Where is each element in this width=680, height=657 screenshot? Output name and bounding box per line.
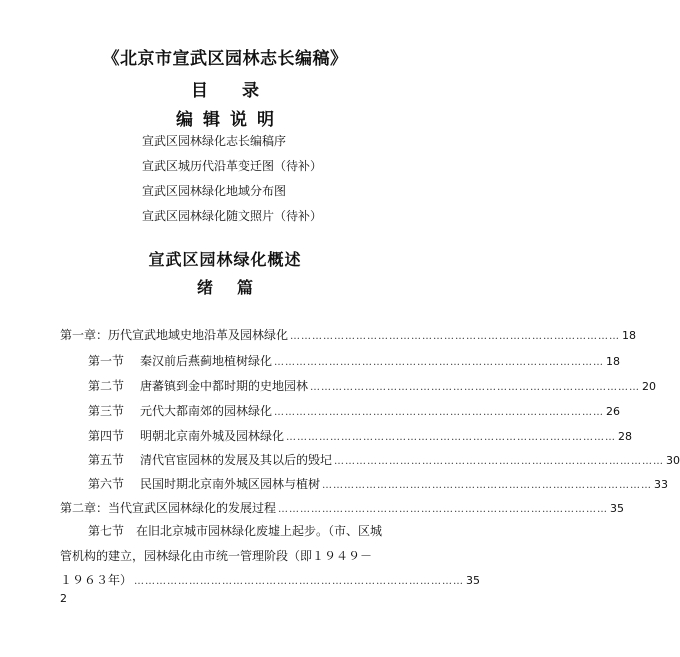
- toc-page-number: 35: [610, 502, 625, 515]
- toc-entry-section-7-line-3: [60, 571, 481, 589]
- overview-title: 宣武区园林绿化概述: [148, 250, 302, 269]
- toc-page-number: 20: [642, 380, 657, 393]
- toc-entry-chapter-1: [60, 326, 637, 344]
- leader-dots: ………………………………………………………………………………: [278, 504, 609, 515]
- toc-page-number: 35: [466, 574, 481, 587]
- toc-entry-label: 元代大都南郊的园林绿化: [140, 404, 273, 418]
- leader-dots: ………………………………………………………………………………: [322, 480, 653, 491]
- section-number: 第四节: [88, 429, 125, 443]
- book-title: 《北京市宣武区园林志长编稿》: [102, 49, 348, 69]
- section-number: 第二节: [88, 379, 125, 393]
- leader-dots: ………………………………………………………………………………: [274, 407, 605, 418]
- page-number: 2: [60, 592, 67, 605]
- intro-item: 宣武区城历代沿革变迁图（待补）: [142, 159, 323, 173]
- toc-entry-section-4: [88, 427, 633, 445]
- editor-notes-list: [142, 133, 322, 233]
- toc-page-number: 26: [606, 405, 621, 418]
- toc-entry-section-3: [88, 402, 621, 420]
- toc-entry-label: １９６３年）: [60, 573, 133, 587]
- editor-notes-title: 编辑说明: [176, 110, 284, 130]
- toc-page-number: 28: [618, 430, 633, 443]
- toc-entry-label: 秦汉前后燕蓟地植树绿化: [140, 354, 273, 368]
- leader-dots: ………………………………………………………………………………: [286, 432, 617, 443]
- leader-dots: ………………………………………………………………………………: [134, 576, 465, 587]
- toc-entry-chapter-2: [60, 499, 625, 517]
- toc-entry-label: 第二章：当代宣武区园林绿化的发展过程: [60, 501, 277, 515]
- toc-entry-label: 第一章：历代宣武地域史地沿革及园林绿化: [60, 328, 289, 342]
- toc-entry-section-7-line-1: 第七节 在旧北京城市园林绿化废墟上起步。（市、区城: [88, 524, 383, 538]
- intro-item: 宣武区园林绿化志长编稿序: [142, 134, 287, 148]
- section-number: 第五节: [88, 453, 125, 467]
- toc-entry-label: 明朝北京南外城及园林绿化: [140, 429, 285, 443]
- intro-item: 宣武区园林绿化地域分布图: [142, 184, 287, 198]
- toc-entry-section-5: [88, 451, 680, 469]
- toc-entry-section-2: [88, 377, 657, 395]
- section-number: 第一节: [88, 354, 125, 368]
- section-number: 第三节: [88, 404, 125, 418]
- toc-entry-label: 清代官宦园林的发展及其以后的毁圮: [140, 453, 333, 467]
- toc-entry-section-1: [88, 352, 621, 370]
- toc-entry-section-7-line-2: 管机构的建立，园林绿化由市统一管理阶段（即１９４９－: [60, 549, 373, 563]
- toc-entry-section-6: [88, 475, 669, 493]
- section-title: 绪篇: [196, 278, 277, 297]
- leader-dots: ………………………………………………………………………………: [274, 357, 605, 368]
- leader-dots: ………………………………………………………………………………: [334, 456, 665, 467]
- toc-entry-label: 唐蕃镇到金中都时期的史地园林: [140, 379, 309, 393]
- intro-item: 宣武区园林绿化随文照片（待补）: [142, 209, 323, 223]
- leader-dots: ………………………………………………………………………………: [310, 382, 641, 393]
- toc-page-number: 18: [606, 355, 621, 368]
- toc-page-number: 18: [622, 329, 637, 342]
- leader-dots: ………………………………………………………………………………: [290, 331, 621, 342]
- toc-page-number: 30: [666, 454, 680, 467]
- section-number: 第六节: [88, 477, 125, 491]
- toc-page-number: 33: [654, 478, 669, 491]
- toc-entry-label: 民国时期北京南外城区园林与植树: [140, 477, 321, 491]
- contents-title: 目录: [191, 81, 293, 101]
